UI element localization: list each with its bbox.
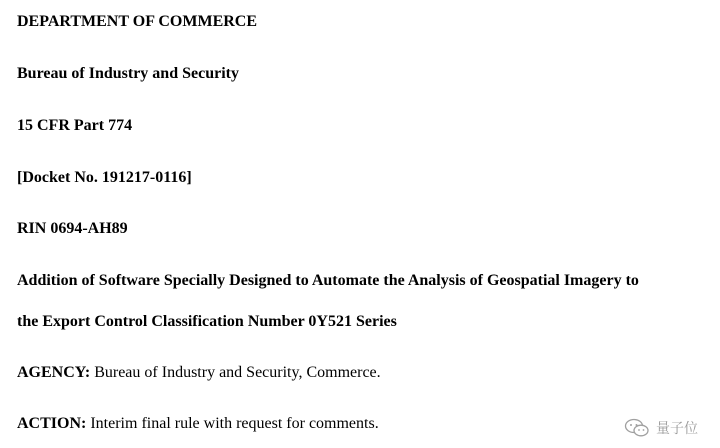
agency-value: Bureau of Industry and Security, Commerce.	[90, 364, 381, 381]
department-heading: DEPARTMENT OF COMMERCE	[17, 13, 258, 30]
action-label: ACTION:	[17, 415, 87, 432]
wechat-icon	[624, 418, 650, 438]
bureau-heading: Bureau of Industry and Security	[17, 65, 239, 82]
cfr-reference: 15 CFR Part 774	[17, 117, 133, 134]
agency-line	[17, 363, 381, 383]
action-line	[17, 414, 379, 434]
action-value: Interim final rule with request for comments.	[86, 415, 379, 432]
watermark	[624, 418, 698, 438]
rule-title-line-2: the Export Control Classification Number 0Y521 Series	[17, 313, 397, 330]
rule-title-line-1: Addition of Software Specially Designed to Automate the Analysis of Geospatial Imagery to	[17, 272, 639, 289]
watermark-text: 量子位	[656, 421, 698, 437]
rin-number: RIN 0694-AH89	[17, 220, 128, 237]
agency-label: AGENCY:	[17, 364, 91, 381]
docket-number: [Docket No. 191217-0116]	[17, 169, 192, 186]
